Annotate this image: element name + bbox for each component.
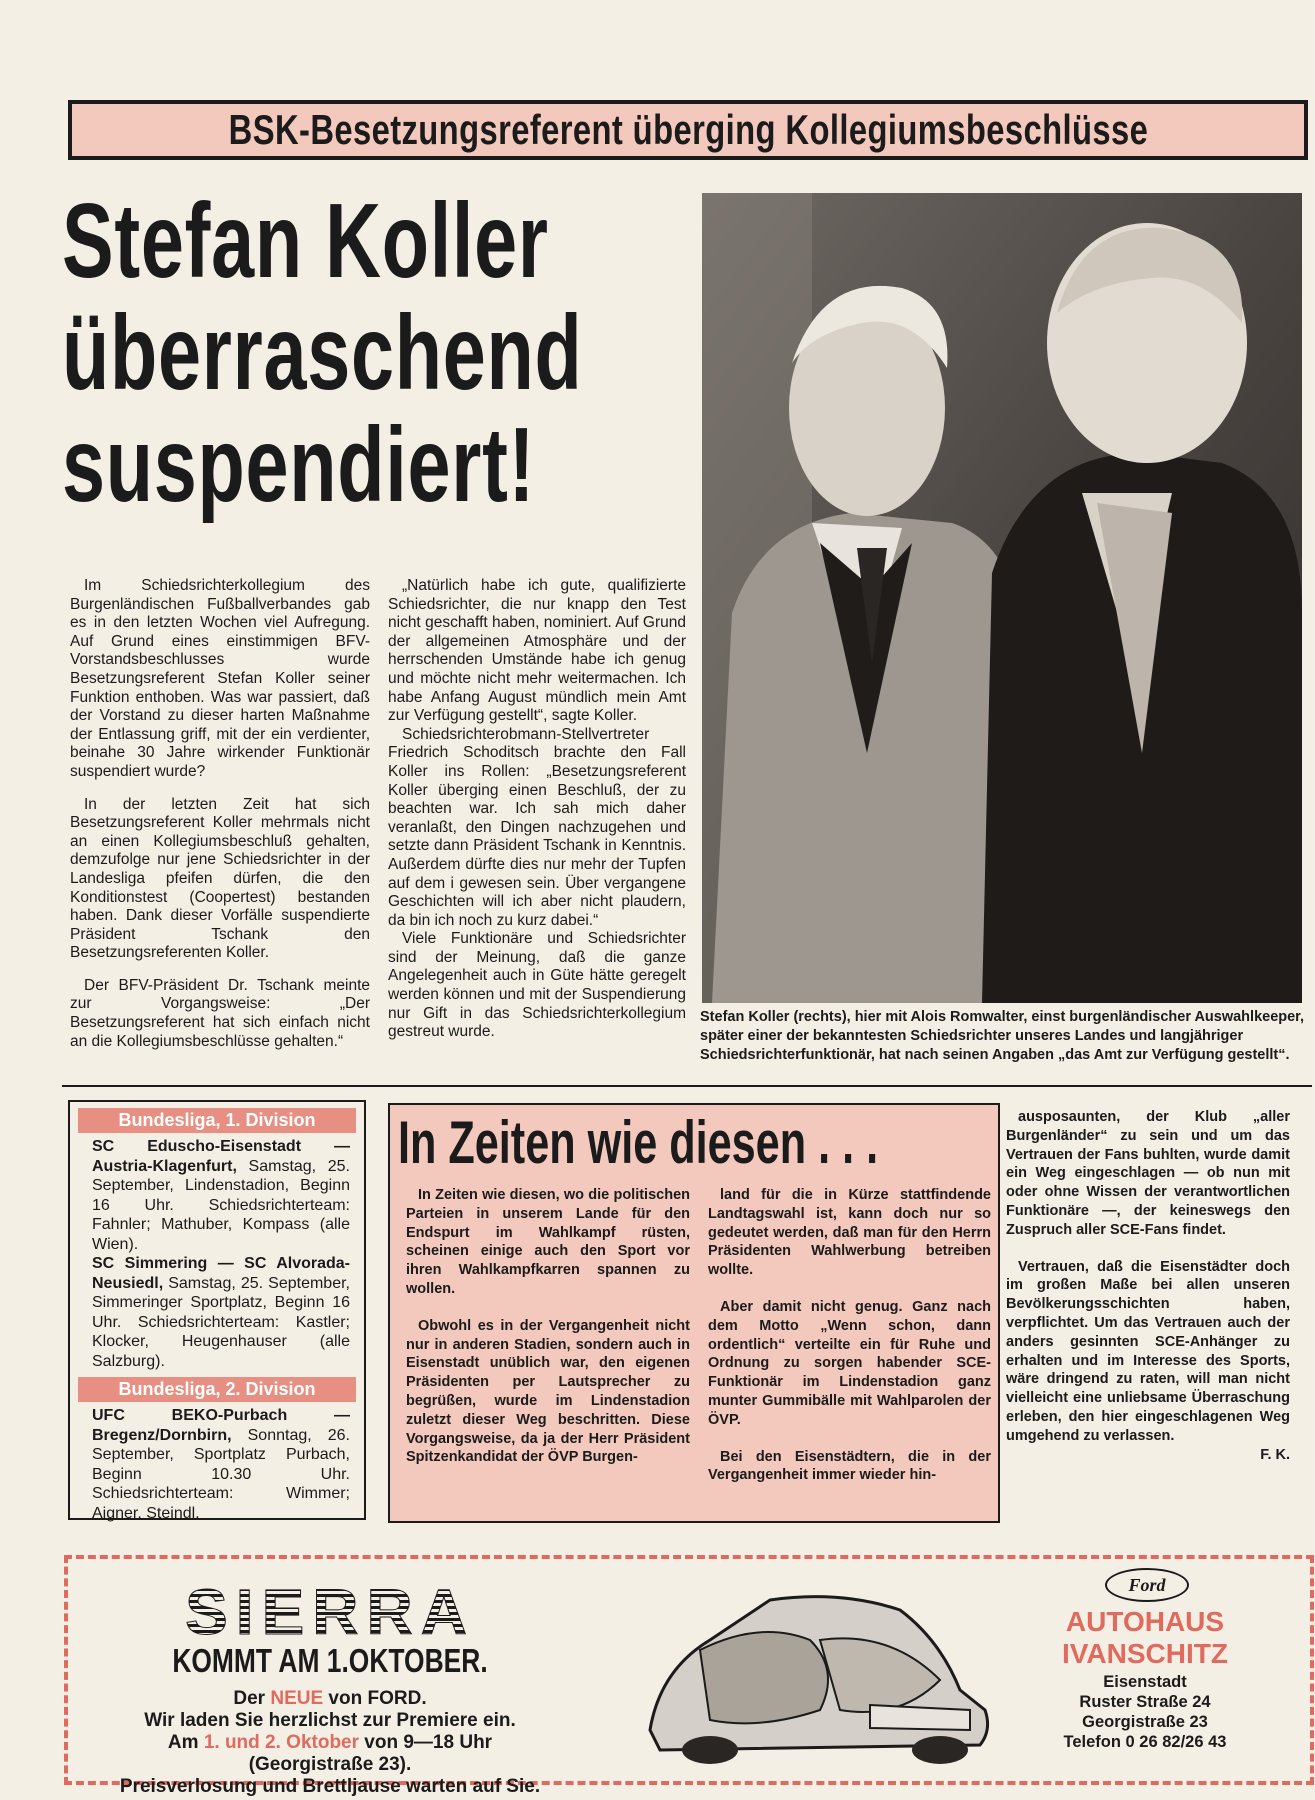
article-paragraph: „Natürlich habe ich gute, qualifizierte Schiedsrichter, die nur knapp den Test nicht geschafft haben, nominiert. Auf Grund der allgemeinen Atmosphäre und der herrschenden Umstände habe ich genug und möchte nicht mehr weitermachen. Ich habe Anfang August mündlich mein Amt zur Verfügung gestellt“, sagte Koller. [388, 577, 686, 725]
dealer-name [1040, 1606, 1250, 1670]
fixture-teams: SC Simmering — SC Alvorada-Neusiedl, [92, 1255, 350, 1292]
division-2-heading: Bundesliga, 2. Division [78, 1377, 356, 1402]
ford-logo-text: Ford [1128, 1574, 1166, 1595]
fixtures-box [68, 1100, 366, 1520]
commentary-column-2 [708, 1186, 991, 1503]
photo-illustration [702, 193, 1302, 1003]
article-paragraph: Der BFV-Präsident Dr. Tschank meinte zur Vorgangsweise: „Der Besetzungsreferent hat sich einfach nicht an die Kollegiumsbeschlüsse gehalten.“ [70, 976, 370, 1050]
fixture-teams: UFC BEKO-Purbach — Bregenz/Dornbirn, [92, 1407, 350, 1444]
dealer-address-2: Georgistraße 23 [1082, 1713, 1208, 1731]
article-paragraph: Viele Funktionäre und Schiedsrichter sind der Meinung, daß die ganze Angelegenheit auch in Güte hätte geregelt werden können und mit der Suspendierung nur Gift in das Schiedsrichterkollegium gestreut wurde. [388, 930, 686, 1041]
ad-highlight: NEUE [270, 1688, 324, 1709]
kicker-text: BSK-Besetzungsreferent überging Kollegiumsbeschlüsse [228, 106, 1148, 153]
ad-headline: KOMMT AM 1.OKTOBER. [172, 1642, 488, 1679]
article-column-2 [388, 577, 686, 1042]
ad-text: Der [233, 1688, 271, 1709]
fixture-3 [92, 1406, 350, 1523]
ad-line-2: Wir laden Sie herzlichst zur Premiere ein. [144, 1710, 516, 1731]
sierra-logo-graphic [150, 1582, 510, 1640]
section-divider [62, 1085, 1312, 1087]
ad-highlight: 1. und 2. Oktober [203, 1732, 360, 1753]
ad-line-1 [80, 1688, 580, 1710]
kicker-banner [68, 100, 1308, 160]
dealer-city: Eisenstadt [1103, 1673, 1187, 1691]
commentary-paragraph: ausposaunten, der Klub „aller Burgenländer“ zu sein und um das Vertrauen der Fans buhlten, wurde damit ein Weg eingeschlagen — ob nun mit oder ohne Wissen der verantwortlichen Funktionäre —, der keineswegs den Zuspruch aller SCE-Fans findet. [1006, 1109, 1290, 1238]
sierra-brand-text: SIERRA [185, 1582, 475, 1640]
ad-text: von FORD. [323, 1688, 427, 1709]
headline-line-2: überraschend [62, 294, 583, 412]
author-signature: F. K. [1260, 1446, 1290, 1463]
dealer-name-line-1: AUTOHAUS [1065, 1606, 1225, 1637]
commentary-column-1 [406, 1186, 690, 1485]
commentary-title: In Zeiten wie diesen . . . [398, 1109, 879, 1176]
ad-line-5: Preisverlosung und Brettljause warten auf Sie. [119, 1776, 541, 1797]
fixture-teams: SC Eduscho-Eisenstadt — Austria-Klagenfurt, [92, 1138, 350, 1175]
commentary-paragraph: Bei den Eisenstädtern, die in der Vergangenheit immer wieder hin- [708, 1448, 991, 1484]
ad-text: von 9—18 Uhr [359, 1732, 493, 1753]
article-paragraph: In der letzten Zeit hat sich Besetzungsreferent Koller mehrmals nicht an einen Kollegiumsbeschluß gehalten, demzufolge nur jene Schiedsrichter in der Landesliga pfeifen dürfen, die den Konditionstest (Coopertest) bestanden haben. Dank dieser Vorfälle suspendierte Präsident Tschank den Besetzungsreferenten Koller. [70, 795, 370, 962]
ford-logo [1105, 1568, 1189, 1602]
headline-line-3: suspendiert! [62, 406, 536, 524]
ad-line-3 [80, 1732, 580, 1754]
fixture-details: Sonntag, 26. September, Sportplatz Purbach, Beginn 10.30 Uhr. Schiedsrichterteam: Wimmer; Aigner, Steindl. [92, 1426, 350, 1522]
ad-body [80, 1688, 580, 1798]
headline [62, 182, 702, 524]
commentary-paragraph: Aber damit nicht genug. Ganz nach dem Motto „Wenn schon, dann ordentlich“ verteilte ein für Ruhe und Ordnung zu sorgen habender SCE-Funktionär im Lindenstadion ganz munter Gummibälle mit Wahlparolen der ÖVP. [708, 1298, 991, 1428]
fixture-1 [92, 1137, 350, 1254]
commentary-paragraph: land für die in Kürze stattfindende Landtagswahl ist, kann doch nur so gedeutet werden, daß man für den Herrn Präsidenten Wahlwerbung betreiben wollte. [708, 1187, 991, 1279]
article-photo [702, 193, 1302, 1003]
dealer-name-line-2: IVANSCHITZ [1062, 1638, 1228, 1669]
photo-caption: Stefan Koller (rechts), hier mit Alois Romwalter, einst burgenländischer Auswahlkeeper, später einer der bekanntesten Schiedsrichter unseres Landes und langjähriger Schiedsrichterfunktionär, hat nach seinen Angaben „das Amt zur Verfügung gestellt“. [700, 1009, 1305, 1063]
headline-line-1: Stefan Koller [62, 182, 549, 300]
commentary-paragraph: Obwohl es in der Vergangenheit nicht nur in anderen Stadien, sondern auch in Eisenstadt unüblich war, den eigenen Präsidenten per Lautsprecher zu begrüßen, wurde im Lindenstadion zuletzt dieser Weg beschritten. Diese Vorgangsweise, da ja der Herr Präsident Spitzenkandidat der ÖVP Burgen- [406, 1317, 690, 1466]
dealer-phone: Telefon 0 26 82/26 43 [1063, 1733, 1227, 1751]
commentary-paragraph: In Zeiten wie diesen, wo die politischen Parteien in unserem Lande für den Endspurt im Wahlkampf rüsten, scheinen einige auch den Sport vor ihren Wahlkampfkarren spannen zu wollen. [406, 1187, 690, 1297]
ad-text: Am [167, 1732, 204, 1753]
sierra-logo [150, 1582, 510, 1640]
dealer-address [1040, 1672, 1250, 1752]
article-column-1 [70, 577, 370, 1051]
division-1-heading: Bundesliga, 1. Division [78, 1108, 356, 1133]
commentary-paragraph: Vertrauen, daß die Eisenstädter doch im großen Maße bei allen unseren Bevölkerungsschichten haben, verpflichtet. Um das Vertrauen auch der anders gesinnten SCE-Anhänger zu erhalten und im Interesse des Sports, wäre dringend zu raten, will man nicht vielleicht eine unliebsame Überraschung erleben, den hier eingeschlagenen Weg umgehend zu verlassen. [1006, 1258, 1290, 1444]
article-paragraph: Im Schiedsrichterkollegium des Burgenländischen Fußballverbandes gab es in den letzten Wochen viel Aufregung. Auf Grund eines einstimmigen BFV-Vorstandsbeschlusses wurde Besetzungsreferent Stefan Koller seiner Funktion enthoben. Was war passiert, daß der Vorstand zu dieser harten Maßnahme der Entlassung griff, mit der ein verdienter, beinahe 30 Jahre wirkender Funktionär suspendiert wurde? [70, 577, 370, 780]
dealer-address-1: Ruster Straße 24 [1079, 1693, 1211, 1711]
covered-car-icon [640, 1580, 1000, 1770]
fixture-details: Samstag, 25. September, Lindenstadion, Beginn 16 Uhr. Schiedsrichterteam: Fahnler; Mathuber, Kompass (alle Wien). [92, 1157, 350, 1253]
commentary-column-3 [1006, 1108, 1290, 1464]
ad-line-4: (Georgistraße 23). [248, 1754, 412, 1775]
article-paragraph: Schiedsrichterobmann-Stellvertreter Friedrich Schoditsch brachte den Fall Koller ins Rollen: „Besetzungsreferent Koller überging einen Beschluß, der zu beachten war. Ich sah mich daher veranlaßt, den Dingen nachzugehen und setzte dann Präsident Tschank in Kenntnis. Außerdem dürfte dies nur mehr der Tupfen auf dem i gewesen sein. Über vergangene Geschichten will ich aber nicht plaudern, da bin ich noch zu kurz dabei.“ [388, 725, 686, 929]
fixture-details: Samstag, 25. September, Simmeringer Sportplatz, Beginn 16 Uhr. Schiedsrichterteam: Kastler; Klocker, Heugenhauser (alle Salzburg). [92, 1274, 350, 1370]
car-illustration [640, 1580, 1000, 1770]
fixture-2 [92, 1254, 350, 1371]
